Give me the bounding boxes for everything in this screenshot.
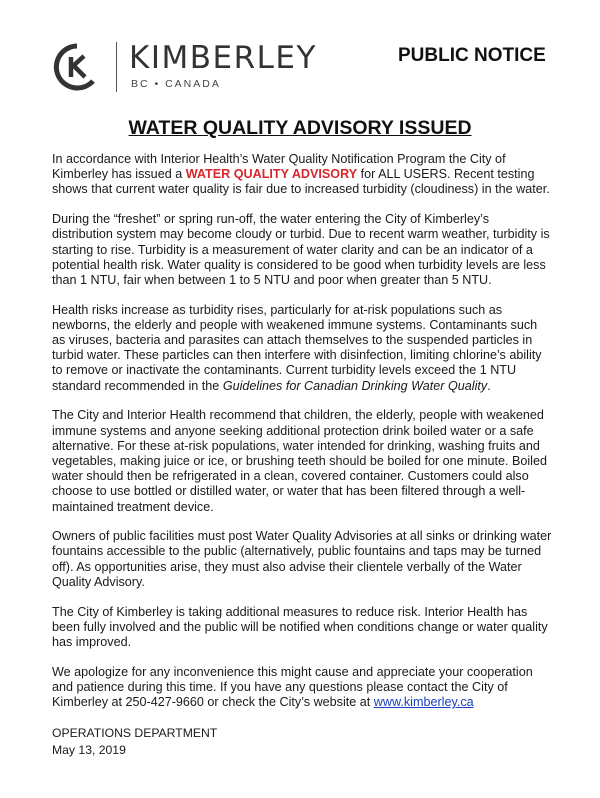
brand-name: KIMBERLEY	[129, 40, 317, 76]
notice-body	[52, 152, 552, 725]
public-notice-label: PUBLIC NOTICE	[398, 45, 546, 66]
kimberley-logo-icon	[52, 42, 102, 92]
paragraph-intro	[52, 152, 552, 198]
brand-subtitle: BC • CANADA	[131, 78, 221, 90]
health-risks-text-a: Health risks increase as turbidity rises, particularly for at-risk populations such as newborns, the elderly and people with weakened immune systems. Contaminants such as viruses, bacteria and parasites can attach themselves to the suspended particles in turbid water. These particles can then interfere with disinfection, limiting chlorine’s ability to remove or inactivate the contaminants. Current turbidity levels exceed the 1 NTU standard recommended in the	[52, 302, 542, 393]
intro-text-b: for ALL USERS. Recent testing shows that current water quality is fair due to increased turbidity (cloudiness) in the water.	[52, 167, 550, 197]
health-risks-text-b: .	[487, 378, 491, 393]
paragraph-measures: The City of Kimberley is taking additional measures to reduce risk. Interior Health has been fully involved and the public will be notified when conditions change or water quality has improved.	[52, 604, 548, 649]
intro-text-a: In accordance with Interior Health’s Water Quality Notification Program the City of Kimberley has issued a	[52, 152, 506, 182]
paragraph-recommendations: The City and Interior Health recommend that children, the elderly, people with weakened immune systems and anyone seeking additional protection drink boiled water or a safe alternative. For these at-risk populations, water intended for drinking, washing fruits and vegetables, making juice or ice, or brushing teeth should be boiled for one minute. Boiled water should then be refrigerated in a clean, covered container. Customers could also choose to use bottled or distilled water, or water that has been filtered through a well-maintained treatment device.	[52, 408, 547, 514]
website-link[interactable]: www.kimberley.ca	[373, 695, 474, 710]
paragraph-contact	[52, 665, 552, 711]
advisory-highlight: WATER QUALITY ADVISORY	[185, 167, 358, 182]
paragraph-freshet: During the “freshet” or spring run-off, the water entering the City of Kimberley’s distribution system may become cloudy or turbid. Due to recent warm weather, turbidity is starting to rise. Turbidity is a measurement of water clarity and can be an indicator of a potential health risk. Water quality is considered to be good when turbidity levels are less than 1 NTU, fair when between 1 to 5 NTU and poor when greater than 5 NTU.	[52, 212, 550, 287]
logo-divider	[116, 42, 117, 92]
notice-header	[0, 0, 600, 110]
contact-text: We apologize for any inconvenience this might cause and appreciate your cooperation and patience during this time. If you have any questions please contact the City of Kimberley at 250-427-9660 or check the City’s website at	[52, 664, 533, 710]
guidelines-title: Guidelines for Canadian Drinking Water Quality	[222, 378, 488, 393]
department-name: OPERATIONS DEPARTMENT	[52, 726, 218, 740]
signature-block	[52, 725, 217, 759]
page-title: WATER QUALITY ADVISORY ISSUED	[128, 117, 472, 139]
paragraph-public-facilities: Owners of public facilities must post Water Quality Advisories at all sinks or drinking water fountains accessible to the public (alternatively, public fountains and taps may be turned off). As opportunities arise, they must also advise their clientele verbally of the Water Quality Advisory.	[52, 529, 552, 589]
paragraph-health-risks	[52, 303, 552, 394]
notice-date: May 13, 2019	[52, 743, 126, 757]
